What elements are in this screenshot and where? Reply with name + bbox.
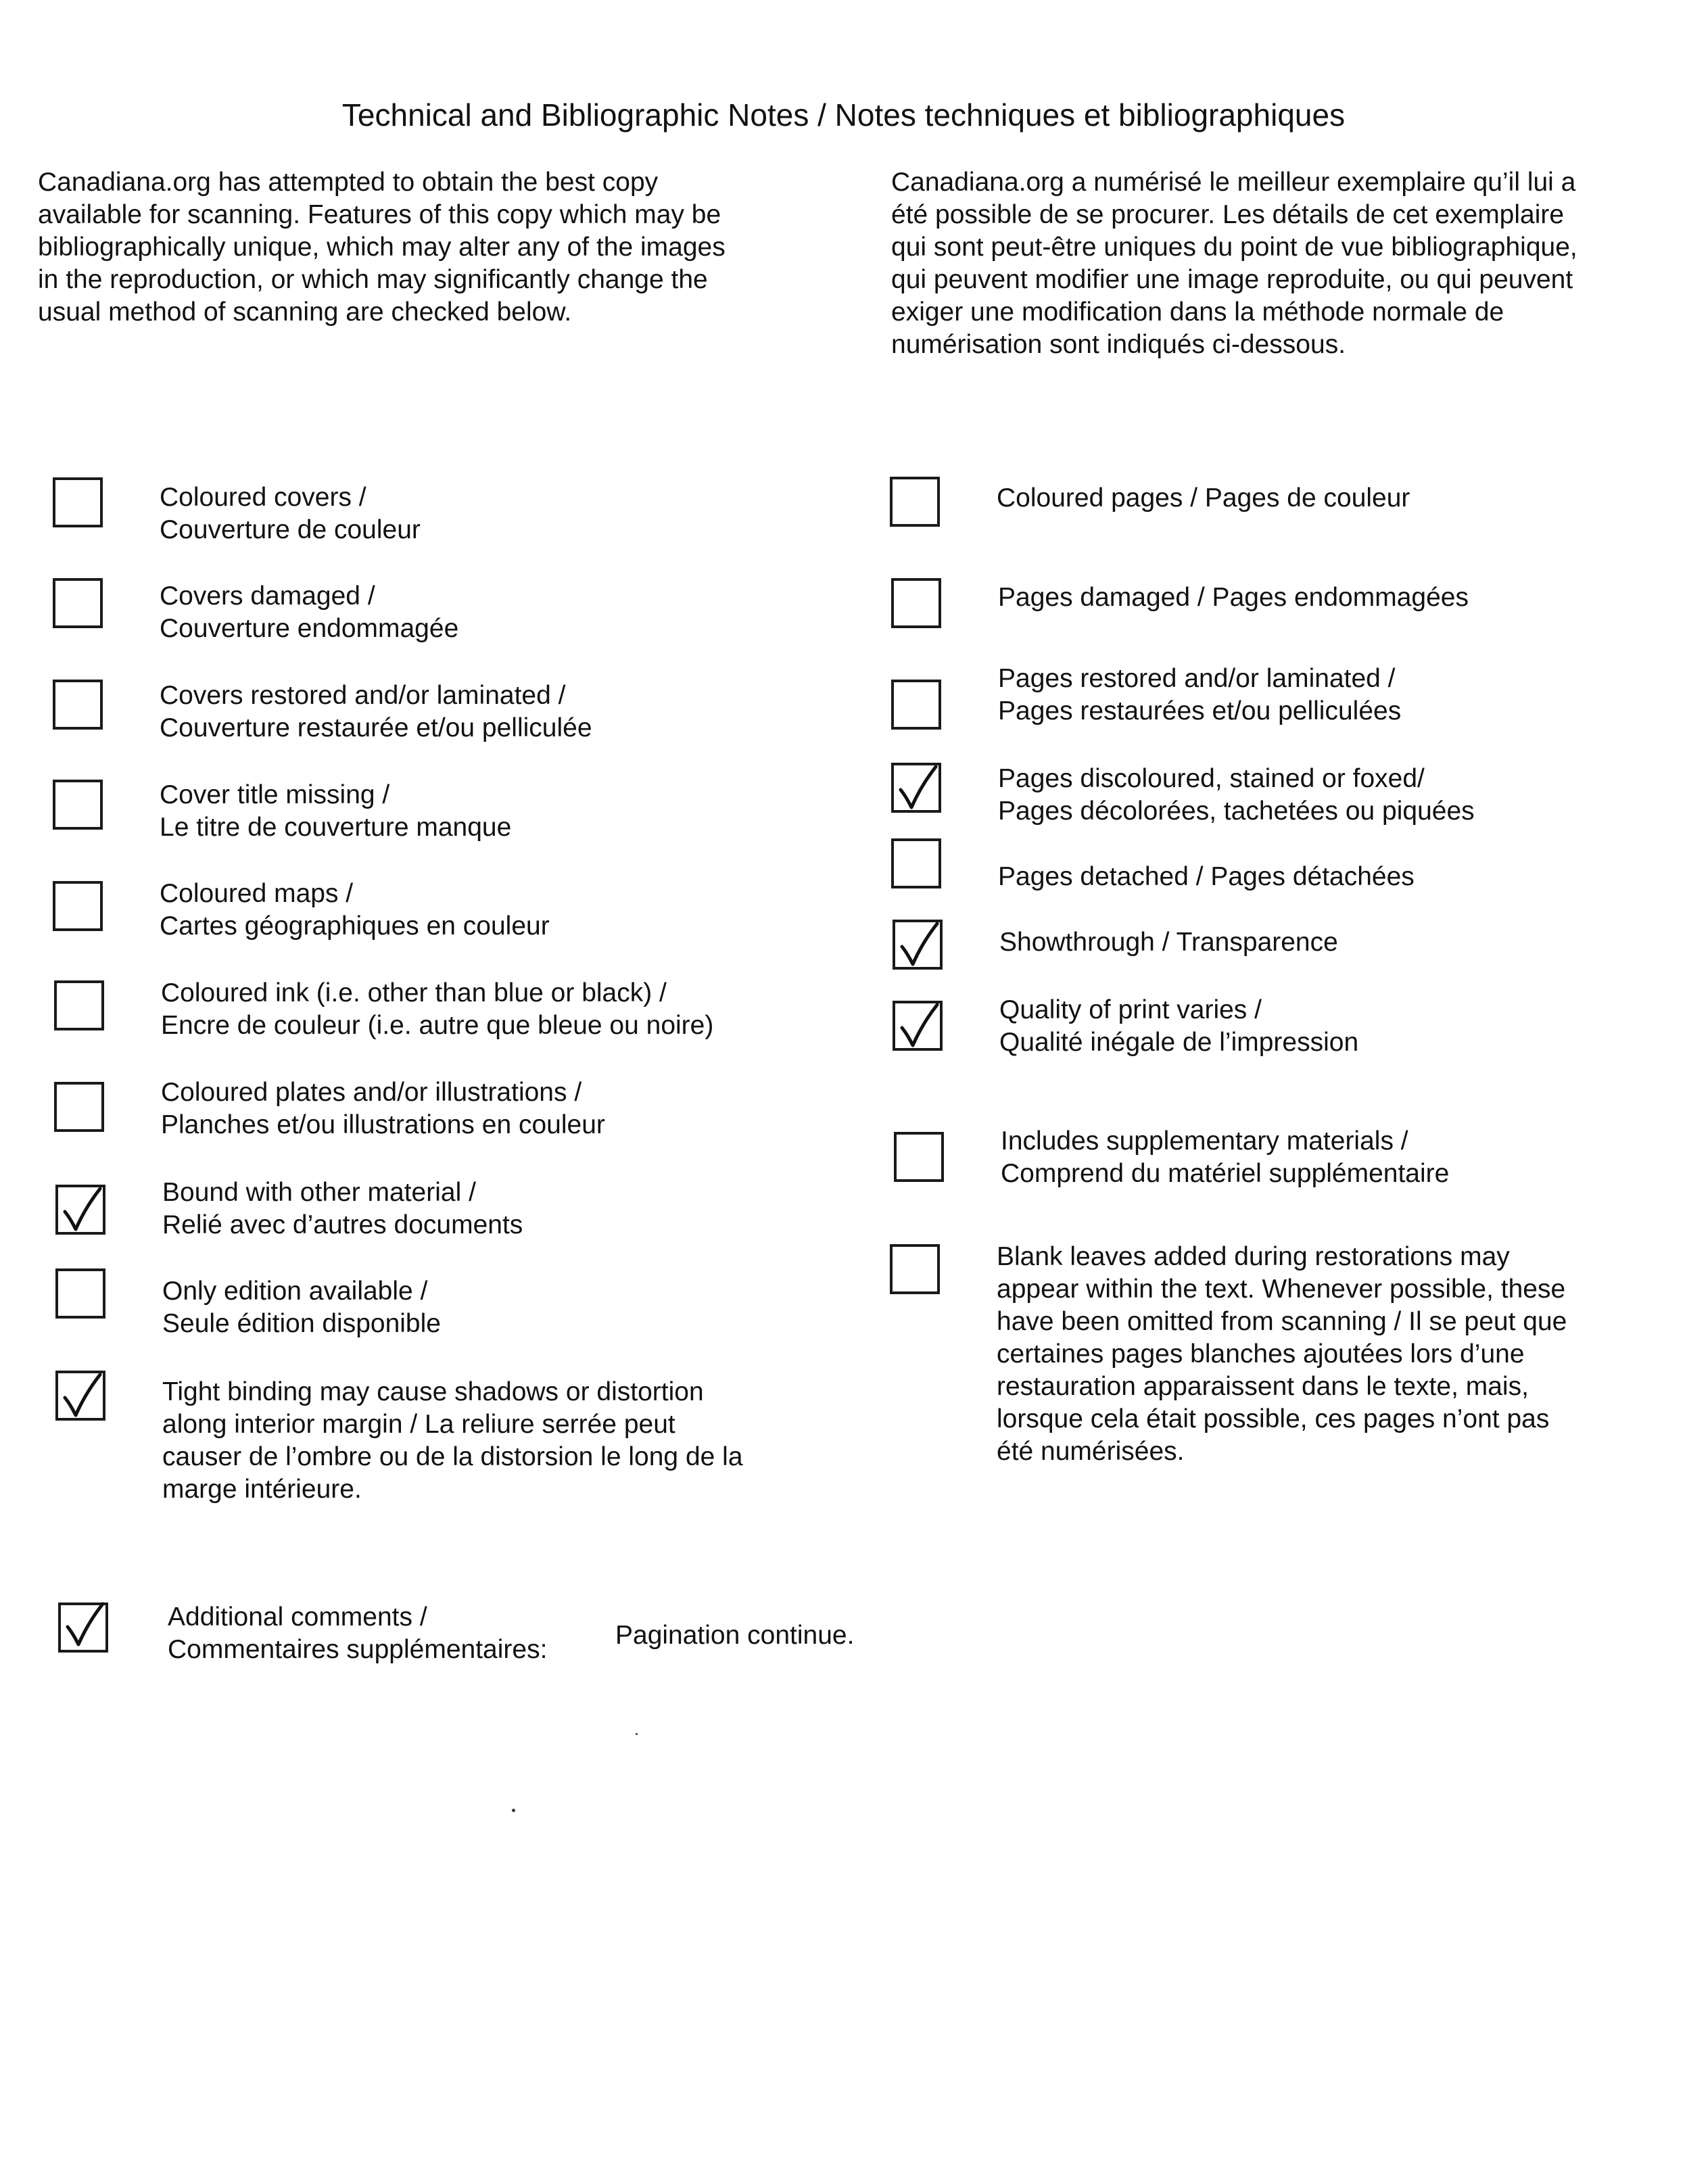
comments-label-line: Commentaires supplémentaires: [168, 1635, 548, 1664]
checklist-label [162, 1275, 441, 1340]
comments-label-line: Additional comments / [168, 1603, 427, 1632]
checklist-label-line: Quality of print varies / [999, 995, 1262, 1024]
intro-line: Canadiana.org has attempted to obtain the best copy [38, 168, 659, 197]
checklist-label-line: Coloured covers / [160, 483, 366, 512]
checklist-label-line: Pages restaurées et/ou pelliculées [998, 696, 1402, 726]
checkbox [54, 980, 104, 1030]
checkbox [53, 881, 103, 931]
checklist-label [998, 861, 1415, 893]
checkmark-icon [891, 763, 945, 817]
checklist-label [160, 680, 592, 744]
checklist-label-line: Bound with other material / [162, 1178, 476, 1207]
checkbox [53, 578, 103, 628]
intro-line: in the reproduction, or which may significantly change the [38, 265, 708, 294]
checklist-label-line: Planches et/ou illustrations en couleur [161, 1110, 605, 1139]
checklist-label-line: Coloured plates and/or illustrations / [161, 1078, 582, 1107]
checklist-label [162, 1376, 743, 1506]
checklist-label-line: Tight binding may cause shadows or distortion [162, 1377, 704, 1406]
intro-line: Canadiana.org a numérisé le meilleur exemplaire qu’il lui a [891, 168, 1576, 197]
checklist-label-line: Seule édition disponible [162, 1309, 441, 1338]
checkbox [55, 1268, 105, 1319]
checkbox [891, 680, 941, 730]
checklist-label [160, 878, 550, 943]
checkmark-icon [893, 920, 947, 974]
checklist-label-line: Comprend du matériel supplémentaire [1001, 1159, 1450, 1188]
checklist-label [160, 481, 421, 546]
checklist-label-line: Relié avec d’autres documents [162, 1210, 523, 1239]
checklist-label-line: causer de l’ombre ou de la distorsion le long de la [162, 1442, 743, 1471]
intro-line: qui sont peut-être uniques du point de vue bibliographique, [891, 233, 1577, 262]
page-title: Technical and Bibliographic Notes / Notes techniques et bibliographiques [341, 97, 1346, 133]
intro-line: available for scanning. Features of this copy which may be [38, 200, 721, 229]
checklist-label-line: along interior margin / La reliure serrée peut [162, 1410, 675, 1439]
checklist-label-line: appear within the text. Whenever possible, these [997, 1275, 1566, 1304]
checklist-label-line: Covers restored and/or laminated / [160, 681, 566, 710]
intro-line: bibliographically unique, which may alter any of the images [38, 233, 726, 262]
intro-line: qui peuvent modifier une image reproduite, ou qui peuvent [891, 265, 1573, 294]
checklist-label [999, 926, 1338, 959]
checklist-label [161, 977, 713, 1042]
checklist-label-line: Pages discoloured, stained or foxed/ [998, 764, 1425, 793]
intro-line: numérisation sont indiqués ci-dessous. [891, 330, 1346, 359]
checklist-label-line: have been omitted from scanning / Il se peut que [997, 1307, 1567, 1336]
checklist-label-line: Blank leaves added during restorations may [997, 1242, 1510, 1271]
intro-line: usual method of scanning are checked below. [38, 298, 572, 327]
checkbox [890, 477, 940, 527]
scan-speck [636, 1733, 638, 1735]
checkbox [54, 1082, 104, 1132]
intro-line: exiger une modification dans la méthode normale de [891, 298, 1504, 327]
checklist-label-line: restauration apparaissent dans le texte, mais, [997, 1372, 1529, 1401]
checklist-label-line: Includes supplementary materials / [1001, 1126, 1408, 1156]
checklist-label-line: Only edition available / [162, 1277, 428, 1306]
checklist-label-line: Le titre de couverture manque [160, 813, 512, 842]
checkmark-icon [55, 1185, 110, 1239]
intro-french [891, 166, 1577, 361]
checklist-label [162, 1177, 523, 1241]
checklist-label [160, 779, 511, 844]
checklist-label-line: Pages décolorées, tachetées ou piquées [998, 797, 1475, 826]
checkbox [53, 680, 103, 730]
checklist-label-line: Coloured pages / Pages de couleur [997, 483, 1410, 513]
intro-english [38, 166, 726, 329]
checkbox [891, 578, 941, 628]
checklist-label-line: Qualité inégale de l’impression [999, 1028, 1359, 1057]
checkmark-icon [58, 1586, 112, 1654]
checklist-label-line: Cartes géographiques en couleur [160, 911, 550, 941]
checklist-label-line: Couverture restaurée et/ou pelliculée [160, 713, 592, 742]
checklist-label-line: Covers damaged / [160, 581, 375, 611]
checklist-label-line: lorsque cela était possible, ces pages n’ont pas [997, 1404, 1550, 1433]
checkbox [894, 1132, 944, 1182]
checklist-label-line: Pages restored and/or laminated / [998, 664, 1396, 693]
checklist-label [999, 994, 1358, 1059]
comments-label [168, 1601, 547, 1666]
checklist-label-line: certaines pages blanches ajoutées lors d’une [997, 1339, 1525, 1369]
checkmark-icon [55, 1371, 110, 1425]
checklist-label [997, 482, 1410, 515]
intro-line: été possible de se procurer. Les détails de cet exemplaire [891, 200, 1565, 229]
scan-speck [512, 1809, 515, 1812]
checklist-label-line: Coloured maps / [160, 879, 354, 908]
checklist-label-line: Cover title missing / [160, 780, 390, 809]
checklist-label [997, 1241, 1567, 1468]
checklist-label-line: Pages detached / Pages détachées [998, 862, 1415, 891]
comment-value: Pagination continue. [615, 1621, 855, 1650]
checklist-label-line: été numérisées. [997, 1437, 1185, 1466]
checkmark-icon [893, 1001, 947, 1055]
checklist-label-line: Pages damaged / Pages endommagées [998, 583, 1469, 612]
checklist-label-line: marge intérieure. [162, 1475, 362, 1504]
checkbox [53, 780, 103, 830]
checklist-label [160, 580, 458, 645]
checklist-label-line: Encre de couleur (i.e. autre que bleue ou noire) [161, 1011, 714, 1040]
checklist-label [998, 763, 1475, 828]
checklist-label-line: Couverture endommagée [160, 614, 459, 643]
checklist-label [998, 663, 1401, 728]
checklist-label-line: Showthrough / Transparence [999, 928, 1338, 957]
checklist-label [998, 581, 1469, 614]
checkbox [53, 477, 103, 527]
checkbox [890, 1244, 940, 1294]
checkbox [891, 838, 941, 888]
checklist-label-line: Couverture de couleur [160, 515, 421, 544]
checklist-label [161, 1076, 605, 1141]
checklist-label-line: Coloured ink (i.e. other than blue or black) / [161, 978, 667, 1007]
checklist-label [1001, 1125, 1449, 1190]
